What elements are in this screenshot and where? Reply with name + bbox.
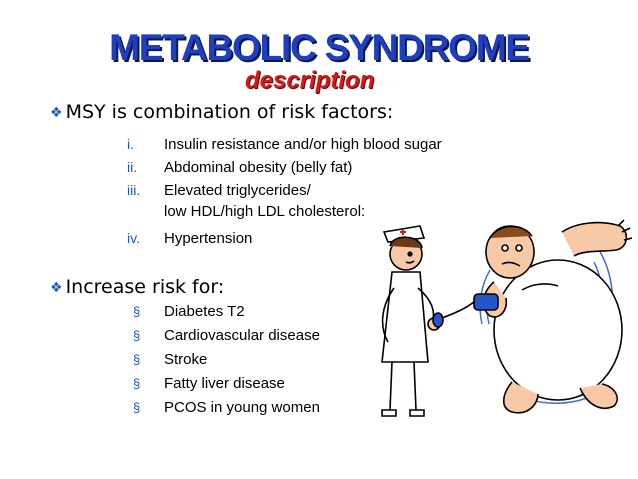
list-item-text: Fatty liver disease xyxy=(164,375,285,392)
patient xyxy=(474,220,632,413)
list-item-text: Insulin resistance and/or high blood sugar xyxy=(164,136,442,153)
slide-subtitle: description xyxy=(245,67,375,94)
four-diamonds-icon: ❖ xyxy=(50,105,63,121)
list-item xyxy=(127,156,352,179)
roman-marker: iii. xyxy=(127,182,141,198)
list-item xyxy=(133,373,285,395)
list-item-text: low HDL/high LDL cholesterol: xyxy=(164,203,366,220)
list-item xyxy=(133,301,245,323)
section-marker: § xyxy=(133,352,141,367)
nurse xyxy=(382,226,443,416)
section-marker: § xyxy=(133,328,141,343)
section-heading-text: MSY is combination of risk factors: xyxy=(65,101,394,123)
roman-marker: iv. xyxy=(127,230,140,246)
roman-marker: ii. xyxy=(127,159,138,175)
list-item-text: Stroke xyxy=(164,351,208,368)
list-item xyxy=(133,397,320,419)
bp-tube xyxy=(442,302,474,318)
list-item-text: Abdominal obesity (belly fat) xyxy=(164,159,353,176)
roman-marker: i. xyxy=(127,136,134,152)
slide-title: METABOLIC SYNDROME xyxy=(109,27,529,68)
list-item-continuation xyxy=(127,201,365,223)
section-marker: § xyxy=(133,376,141,391)
list-item xyxy=(127,227,252,250)
list-item xyxy=(133,325,320,347)
list-item-text: Hypertension xyxy=(164,230,253,247)
list-item-text: Diabetes T2 xyxy=(164,303,245,320)
list-item xyxy=(127,179,311,202)
section-heading-risk-factors xyxy=(50,97,393,127)
list-item-text: Cardiovascular disease xyxy=(164,327,320,344)
section-marker: § xyxy=(133,400,141,415)
section-marker: § xyxy=(133,304,141,319)
list-item xyxy=(127,133,442,156)
list-item-text: Elevated triglycerides/ xyxy=(164,182,311,199)
list-item-text: PCOS in young women xyxy=(164,399,320,416)
four-diamonds-icon: ❖ xyxy=(50,280,63,296)
section-heading-text: Increase risk for: xyxy=(65,276,225,298)
list-item xyxy=(133,349,207,371)
nurse-and-patient-illustration xyxy=(362,212,632,447)
section-heading-increase-risk xyxy=(50,272,224,302)
